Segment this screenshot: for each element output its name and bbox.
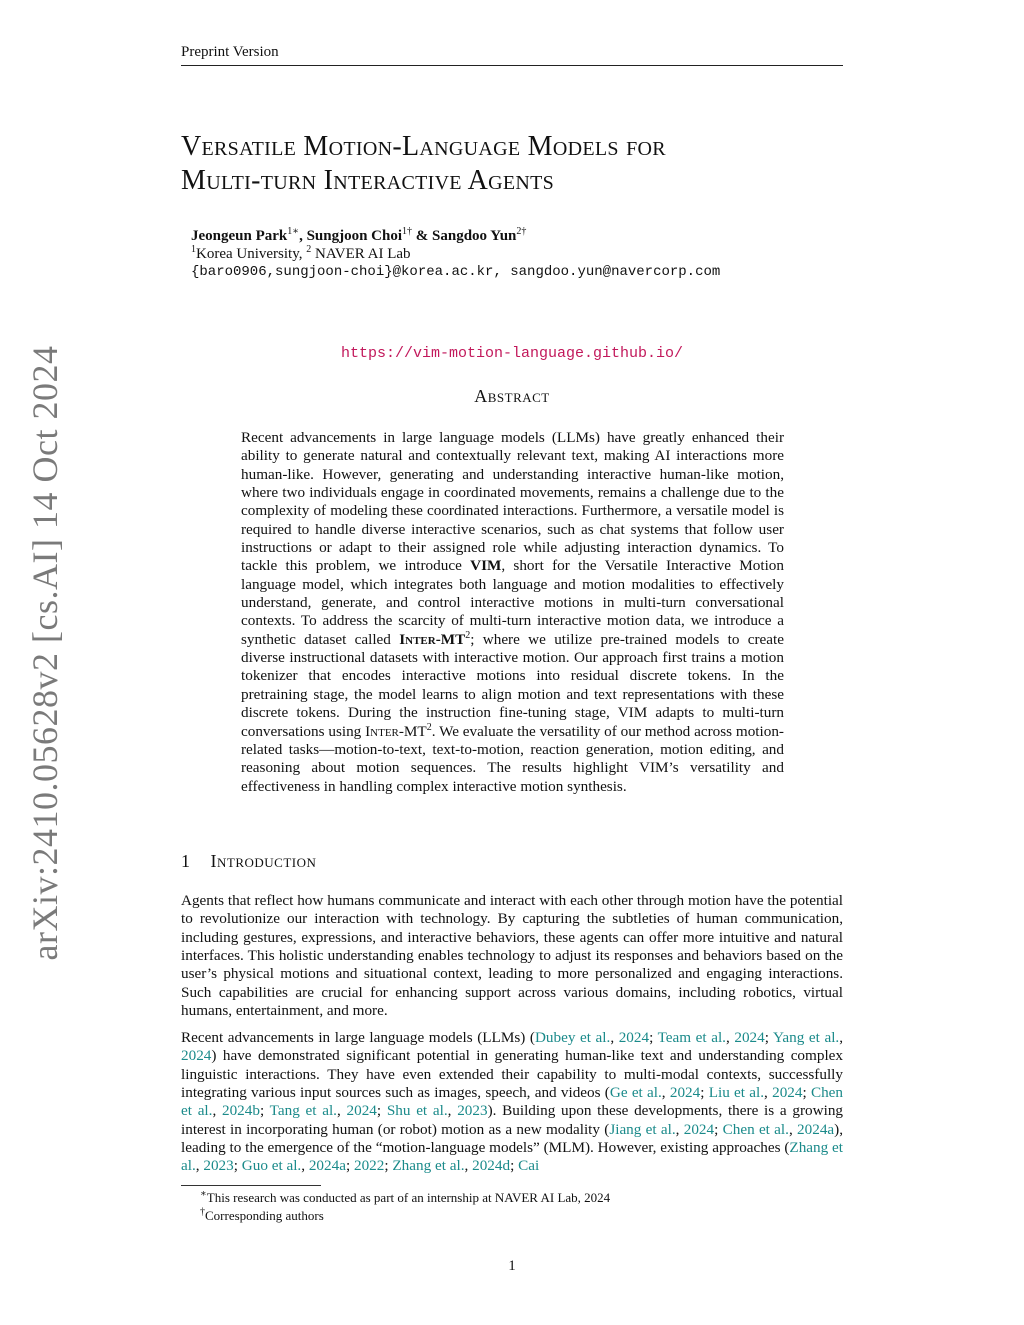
- sep: ;: [233, 1157, 242, 1175]
- citation-link[interactable]: 2024d: [472, 1157, 511, 1175]
- inter-mt-sup-b: 2: [426, 721, 432, 733]
- citation-link[interactable]: 2024: [346, 1102, 377, 1120]
- citation-link[interactable]: Ge et al.: [609, 1084, 662, 1102]
- project-url-link[interactable]: https://vim-motion-language.github.io/: [340, 345, 684, 362]
- author-3: Sangdoo Yun: [432, 228, 517, 244]
- paper-title: [181, 130, 843, 198]
- section-title: Introduction: [210, 851, 317, 871]
- citation-link[interactable]: 2024a: [797, 1120, 835, 1138]
- footnote-1: [200, 1190, 610, 1206]
- title-line-2: Multi-turn Interactive Agents: [181, 165, 555, 196]
- sep: ,: [212, 1102, 222, 1120]
- abstract-part-3: ; where we utilize pre-trained models to create diverse instructional datasets with interactive motion. Our approach first trains a motion tokenizer that encodes interactive motions into residual discrete tokens. In the pretraining stage, the model learns to align motion and text representations with these discrete tokens. During the instruction fine-tuning stage, VIM adapts to multi-turn conversations using: [241, 630, 784, 740]
- citation-link[interactable]: 2024: [683, 1120, 715, 1138]
- sep: ,: [464, 1157, 473, 1175]
- sep: ,: [764, 1084, 773, 1102]
- citation-link[interactable]: 2024: [772, 1084, 803, 1102]
- citation-link[interactable]: Shu et al.: [386, 1102, 448, 1120]
- citation-link[interactable]: Yang et al.: [772, 1029, 840, 1046]
- citation-link[interactable]: 2024: [734, 1029, 765, 1046]
- text-run: ), leading to the emergence of the “motion-language models” (MLM). However, existing approaches (: [181, 1120, 844, 1157]
- author-2-mark: 1†: [402, 226, 413, 237]
- author-1-mark: 1∗: [287, 226, 300, 237]
- citation-link[interactable]: Chen et al.: [722, 1120, 789, 1138]
- citation-link[interactable]: 2022: [353, 1157, 385, 1175]
- author-amp: &: [412, 228, 433, 244]
- author-names: Jeongeun Park$^{1∗}$, Sungjoon Choi$^{1\dagger}$ & Sangdoo Yun$^{2\dagger}$: [191, 226, 527, 244]
- header-rule: [181, 65, 843, 66]
- author-emails: {baro0906,sungjoon-choi}@korea.ac.kr, sangdoo.yun@navercorp.com: [191, 264, 721, 280]
- citation-link[interactable]: 2024a: [308, 1157, 346, 1175]
- author-block: [191, 227, 831, 281]
- sep: ,: [788, 1120, 798, 1138]
- text-run: ). Building upon these developments, there is a growing interest in incorporating human (or robot) motion as a new modality (: [181, 1102, 844, 1138]
- title-line-1: Versatile Motion-Language Models for: [181, 131, 666, 162]
- footnote-1-mark: ∗: [200, 1188, 207, 1200]
- sep: ,: [725, 1029, 735, 1046]
- text-run: Recent advancements in large language models (LLMs) (: [181, 1029, 535, 1046]
- citation-link[interactable]: Liu et al.: [708, 1084, 765, 1102]
- author-2: Sungjoon Choi: [306, 228, 403, 244]
- section-number: 1: [181, 851, 191, 871]
- citation-link[interactable]: Zhang et al.: [181, 1139, 844, 1175]
- citation-link[interactable]: Jiang et al.: [609, 1120, 676, 1138]
- sep: ;: [700, 1084, 709, 1102]
- arxiv-stamp: arXiv:2410.05628v2 [cs.AI] 14 Oct 2024: [25, 345, 65, 961]
- sep: ;: [649, 1029, 658, 1046]
- citation-link[interactable]: Dubey et al.: [534, 1029, 611, 1046]
- abstract-part-4: . We evaluate the versatility of our method across motion-related tasks—motion-to-text, text-to-motion, reaction generation, motion editing, and reasoning about motion sequences. The results highlight VIM’s versatility and effectiveness in handling complex interactive motion synthesis.: [241, 722, 784, 795]
- footnote-1-text: This research was conducted as part of an internship at NAVER AI Lab, 2024: [206, 1190, 611, 1205]
- abstract-heading: Abstract: [474, 386, 550, 406]
- page-number: 1: [508, 1258, 516, 1274]
- sep: ,: [301, 1157, 309, 1175]
- citation-link[interactable]: 2024: [669, 1084, 701, 1102]
- author-3-mark: 2†: [516, 226, 527, 237]
- citation-link[interactable]: Zhang et al.: [392, 1157, 465, 1175]
- sep: ;: [345, 1157, 354, 1175]
- citation-link[interactable]: Tang et al.: [269, 1102, 337, 1120]
- aff-1: Korea University,: [196, 246, 307, 262]
- sep: ,: [610, 1029, 619, 1046]
- citation-link[interactable]: Chen et al.: [181, 1084, 844, 1120]
- citation-link[interactable]: 2023: [203, 1157, 234, 1175]
- footnote-2-text: Corresponding authors: [205, 1208, 324, 1223]
- section-heading-introduction: [181, 851, 843, 872]
- sep: ;: [259, 1102, 270, 1120]
- sep: ;: [802, 1084, 811, 1102]
- author-1: Jeongeun Park: [191, 228, 288, 244]
- sep: ,: [195, 1157, 204, 1175]
- sep: ;: [714, 1120, 723, 1138]
- aff-2: NAVER AI Lab: [311, 246, 411, 262]
- sep: ,: [675, 1120, 684, 1138]
- abstract-part-1: Recent advancements in large language models (LLMs) have greatly enhanced their ability to generate natural and contextually relevant text, making AI interactions more human-like. However, generating and understanding interactive human-like motion, where two individuals engage in coordinated movements, remains a challenge due to the complexity of modeling these coordinated interactions. Furthermore, a versatile model is required to handle diverse interactive scenarios, such as chat systems that follow user instructions or adapt to their assigned role while adjusting interaction dynamics. To tackle this problem, we introduce: [241, 429, 784, 575]
- citation-link[interactable]: Guo et al.: [241, 1157, 302, 1175]
- sep: ;: [376, 1102, 387, 1120]
- citation-link[interactable]: 2024: [181, 1047, 212, 1065]
- inter-mt-name: Inter-MT: [365, 722, 427, 740]
- aff-1-mark: 1: [191, 244, 196, 255]
- inter-mt-name-bold: Inter-MT: [399, 630, 466, 648]
- sep: ,: [661, 1084, 670, 1102]
- footnote-2-mark: †: [200, 1206, 205, 1218]
- abstract-part-2: , short for the Versatile Interactive Motion language model, which integrates both language and motion modalities to effectively understand, generate, and control interactive motions in multi-turn conversational contexts. To address the scarcity of multi-turn interactive motion data, we introduce a synthetic dataset called: [241, 557, 784, 648]
- sep: ;: [384, 1157, 393, 1175]
- text-run: ) have demonstrated significant potential in generating human-like text and understanding complex linguistic interactions. They have even extended their capability to multi-modal contexts, successfully integrating various input sources such as images, speech, and videos (: [181, 1047, 843, 1102]
- citation-link[interactable]: 2024b: [221, 1102, 260, 1120]
- sep: ,: [839, 1029, 844, 1046]
- footnote-2: [200, 1208, 324, 1224]
- footnote-rule: [181, 1185, 321, 1186]
- sep: ;: [510, 1157, 519, 1175]
- citation-link[interactable]: 2024: [618, 1029, 650, 1046]
- intro-paragraph-1: Agents that reflect how humans communicate and interact with each other through motion have the potential to revolutionize our interaction with technology. By capturing the subtleties of human communication, including gestures, expressions, and interactive behaviors, these agents can offer more intuitive and natural interfaces. This holistic understanding enables technology to adjust its responses and behaviors based on the user’s physical motions and situational context, leading to more personalized and engaging interactions. Such capabilities are crucial for enhancing support across various domains, including robotics, virtual humans, entertainment, and more.: [181, 892, 843, 1020]
- aff-2-mark: 2: [306, 244, 312, 255]
- running-header: Preprint Version: [181, 44, 279, 60]
- abstract-text: [241, 429, 784, 796]
- citation-link[interactable]: Team et al.: [657, 1029, 726, 1046]
- sep: ,: [336, 1102, 347, 1120]
- affiliations: [191, 245, 831, 263]
- sep: ,: [447, 1102, 458, 1120]
- vim-name: VIM: [470, 557, 502, 575]
- citation-link[interactable]: Cai: [518, 1157, 540, 1175]
- inter-mt-sup-a: 2: [465, 629, 471, 641]
- citation-link[interactable]: 2023: [457, 1102, 488, 1120]
- sep: ;: [764, 1029, 773, 1046]
- intro-paragraph-2: [181, 1029, 843, 1176]
